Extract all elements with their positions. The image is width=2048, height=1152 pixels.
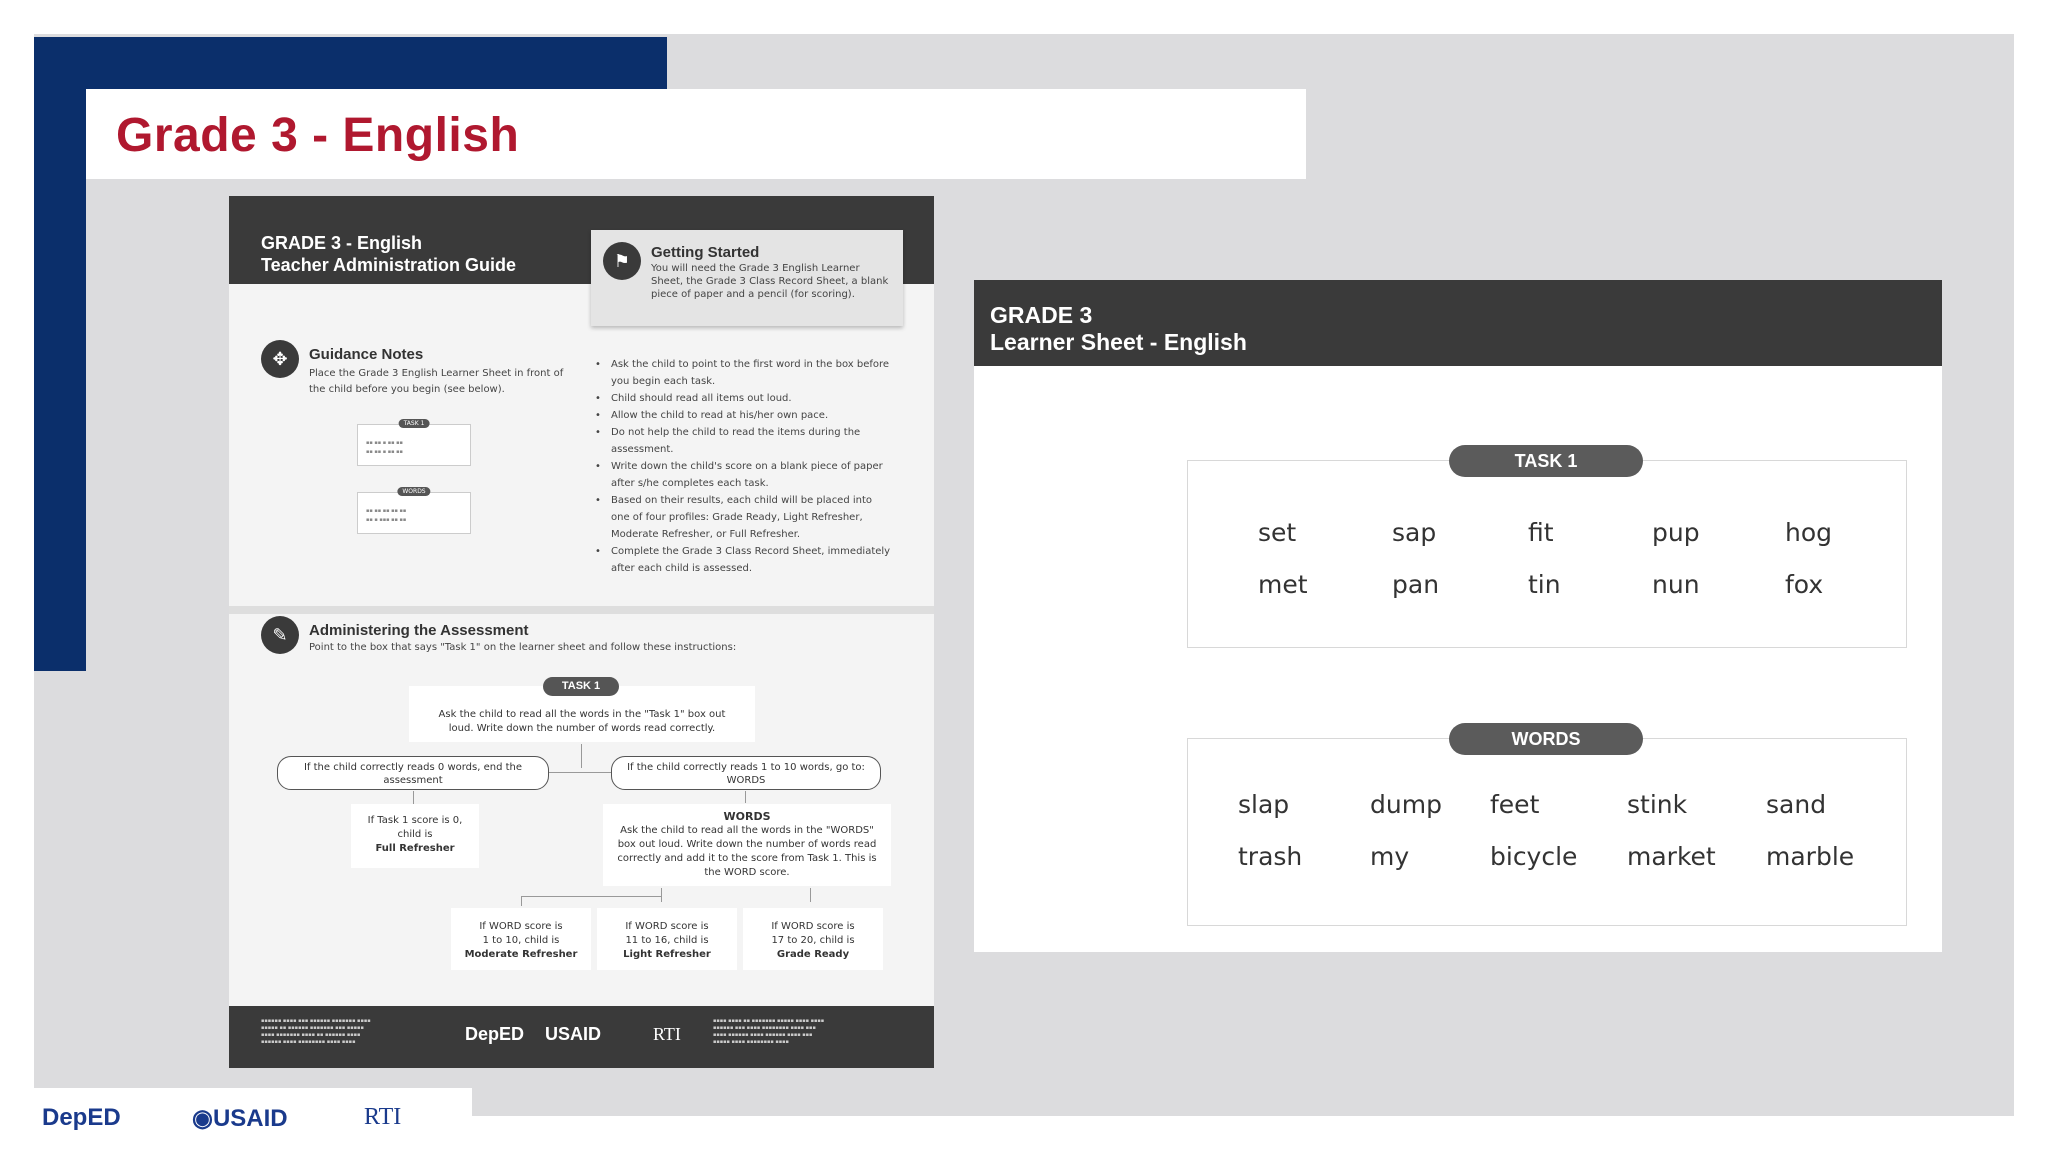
rti-logo: RTI xyxy=(364,1104,402,1130)
word-item: met xyxy=(1258,570,1308,599)
outcome-line2: 17 to 20, child is xyxy=(771,935,855,946)
words-instruction-text: Ask the child to read all the words in the "WORDS" box out loud. Write down the number of words read correctly and add it to the score from Task 1. This is the WORD score. xyxy=(617,825,877,878)
mini-task1-words: ▪▪ ▪▪ ▪ ▪▪ ▪▪ ▪▪ ▪▪ ▪ ▪▪ ▪▪ xyxy=(366,440,403,455)
word-item: marble xyxy=(1766,842,1855,871)
signpost-icon: ✥ xyxy=(261,340,299,378)
zero-result-line2: child is xyxy=(397,829,433,840)
word-item: stink xyxy=(1627,790,1688,819)
guide-footer xyxy=(229,1006,934,1068)
words-instruction-title: WORDS xyxy=(723,810,771,823)
word-item: sap xyxy=(1392,518,1437,547)
word-item: fox xyxy=(1785,570,1824,599)
getting-started-title: Getting Started xyxy=(651,244,760,261)
outcome-line1: If WORD score is xyxy=(479,921,563,932)
words-word-box xyxy=(1187,729,1907,926)
outcome-line1: If WORD score is xyxy=(771,921,855,932)
assessment-icon: ✎ xyxy=(261,616,299,654)
word-item: set xyxy=(1258,518,1297,547)
word-item: fit xyxy=(1528,518,1554,547)
word-item: trash xyxy=(1238,842,1303,871)
word-item: pan xyxy=(1392,570,1440,599)
word-item: bicycle xyxy=(1490,842,1578,871)
word-item: hog xyxy=(1785,518,1833,547)
usaid-logo-text: USAID xyxy=(212,1105,288,1132)
teacher-guide-document xyxy=(229,196,934,1068)
mini-words-tag: WORDS xyxy=(397,487,430,496)
outcome-profile: Moderate Refresher xyxy=(464,949,578,960)
outcome-light-box xyxy=(597,908,737,970)
word-item: tin xyxy=(1528,570,1561,599)
getting-started-text: You will need the Grade 3 English Learner Sheet, the Grade 3 Class Record Sheet, a blank piece of paper and a pencil (for scoring). xyxy=(651,263,889,300)
branch-zero-box: If the child correctly reads 0 words, end the assessment xyxy=(277,756,549,790)
outcome-line2: 1 to 10, child is xyxy=(482,935,560,946)
word-item: market xyxy=(1627,842,1716,871)
learner-header-line2: Learner Sheet - English xyxy=(990,329,1247,355)
guide-header-line2: Teacher Administration Guide xyxy=(261,255,517,275)
outcome-moderate-box xyxy=(451,908,591,970)
task1-instruction-text: Ask the child to read all the words in the "Task 1" box out loud. Write down the number of words read correctly. xyxy=(438,709,726,734)
connector-line xyxy=(810,888,811,902)
word-item: nun xyxy=(1652,570,1700,599)
word-item: sand xyxy=(1766,790,1827,819)
guidance-notes-list xyxy=(593,356,893,577)
note-item: • Write down the child's score on a blank piece of paper after s/he completes each task. xyxy=(593,458,893,492)
note-item: • Complete the Grade 3 Class Record Sheet, immediately after each child is assessed. xyxy=(593,543,893,577)
word-item: my xyxy=(1370,842,1410,871)
usaid-logo xyxy=(192,1104,288,1133)
note-item: • Allow the child to read at his/her own pace. xyxy=(593,407,893,424)
accent-bar-top xyxy=(34,37,667,89)
note-item: • Ask the child to point to the first word in the box before you begin each task. xyxy=(593,356,893,390)
footer-rti-logo: RTI xyxy=(653,1024,681,1044)
guidance-notes-text: Place the Grade 3 English Learner Sheet in front of the child before you begin (see below). xyxy=(309,368,564,395)
section-divider xyxy=(229,606,934,614)
task1-tag: TASK 1 xyxy=(1449,445,1643,477)
word-item: slap xyxy=(1238,790,1290,819)
word-item: dump xyxy=(1370,790,1442,819)
note-item: • Based on their results, each child will be placed into one of four profiles: Grade Ready, Light Refresher, Moderate Refresher, or Full Refresher. xyxy=(593,492,893,543)
note-item: • Do not help the child to read the items during the assessment. xyxy=(593,424,893,458)
connector-line xyxy=(521,896,522,906)
learner-sheet xyxy=(974,280,1942,952)
footer-fineprint-right: ▪▪▪▪ ▪▪▪▪ ▪▪ ▪▪▪▪▪▪▪ ▪▪▪▪▪ ▪▪▪▪ ▪▪▪▪ ▪▪▪▪▪▪ ▪▪▪ ▪▪▪▪ ▪▪▪▪▪▪▪▪ ▪▪▪▪ ▪▪▪ ▪▪▪▪ ▪▪▪▪▪▪ ▪▪▪▪ ▪▪▪▪▪▪ ▪▪▪▪ ▪▪▪ ▪▪▪▪▪ ▪▪▪▪ ▪▪▪▪▪▪▪▪ ▪▪▪▪ xyxy=(713,1018,825,1045)
mini-words-words: ▪▪ ▪▪ ▪▪ ▪▪ ▪▪ ▪▪ ▪ ▪▪▪ ▪▪ ▪▪ xyxy=(366,508,407,523)
administering-title: Administering the Assessment xyxy=(309,622,529,639)
connector-line xyxy=(745,791,746,803)
footer-usaid-logo: USAID xyxy=(545,1024,602,1044)
outcome-line2: 11 to 16, child is xyxy=(625,935,709,946)
guide-header-title xyxy=(261,232,516,276)
zero-result-profile: Full Refresher xyxy=(375,843,455,854)
word-item: pup xyxy=(1652,518,1700,547)
footer-deped-logo: DepED xyxy=(465,1024,525,1044)
connector-line xyxy=(581,744,582,768)
branch-some-box: If the child correctly reads 1 to 10 words, go to: WORDS xyxy=(611,756,881,790)
guidance-notes-title: Guidance Notes xyxy=(309,346,424,363)
learner-header-title xyxy=(990,302,1247,356)
words-tag: WORDS xyxy=(1449,723,1643,755)
connector-line xyxy=(413,791,414,805)
footer-fineprint-left: ▪▪▪▪▪▪ ▪▪▪▪ ▪▪▪ ▪▪▪▪▪▪ ▪▪▪▪▪▪▪ ▪▪▪▪ ▪▪▪▪▪ ▪▪ ▪▪▪▪▪▪ ▪▪▪▪▪▪▪ ▪▪▪ ▪▪▪▪▪ ▪▪▪▪ ▪▪▪▪▪▪▪ ▪▪▪▪ ▪▪ ▪▪▪▪▪▪ ▪▪▪▪ ▪▪▪▪▪▪ ▪▪▪▪ ▪▪▪▪▪▪▪▪ ▪▪▪▪ ▪▪▪▪ xyxy=(261,1018,371,1045)
connector-line xyxy=(549,772,613,773)
outcome-line1: If WORD score is xyxy=(625,921,709,932)
accent-bar-left xyxy=(34,37,86,671)
connector-line xyxy=(521,896,661,897)
administering-text: Point to the box that says "Task 1" on the learner sheet and follow these instructions: xyxy=(309,642,737,653)
guide-header-line1: GRADE 3 - English xyxy=(261,233,423,253)
slide-title: Grade 3 - English xyxy=(116,109,520,162)
words-instruction-box xyxy=(603,804,891,886)
mini-words-preview xyxy=(357,488,471,534)
mini-task1-tag: TASK 1 xyxy=(399,419,430,428)
outcome-profile: Grade Ready xyxy=(776,949,850,960)
task1-pill: TASK 1 xyxy=(543,677,619,696)
deped-logo: DepED xyxy=(42,1104,121,1131)
getting-started-box xyxy=(591,230,903,326)
outcome-profile: Light Refresher xyxy=(623,949,711,960)
flag-icon: ⚑ xyxy=(603,242,641,280)
outcome-ready-box xyxy=(743,908,883,970)
connector-line xyxy=(661,888,662,902)
word-item: feet xyxy=(1490,790,1540,819)
mini-task1-preview xyxy=(357,420,471,466)
task1-word-box xyxy=(1187,451,1907,648)
note-item: • Child should read all items out loud. xyxy=(593,390,893,407)
usaid-seal-icon: ◉ xyxy=(192,1105,213,1132)
full-refresher-box xyxy=(351,804,479,868)
learner-header xyxy=(974,280,1942,366)
learner-header-line1: GRADE 3 xyxy=(990,302,1093,328)
zero-result-line1: If Task 1 score is 0, xyxy=(367,815,463,826)
